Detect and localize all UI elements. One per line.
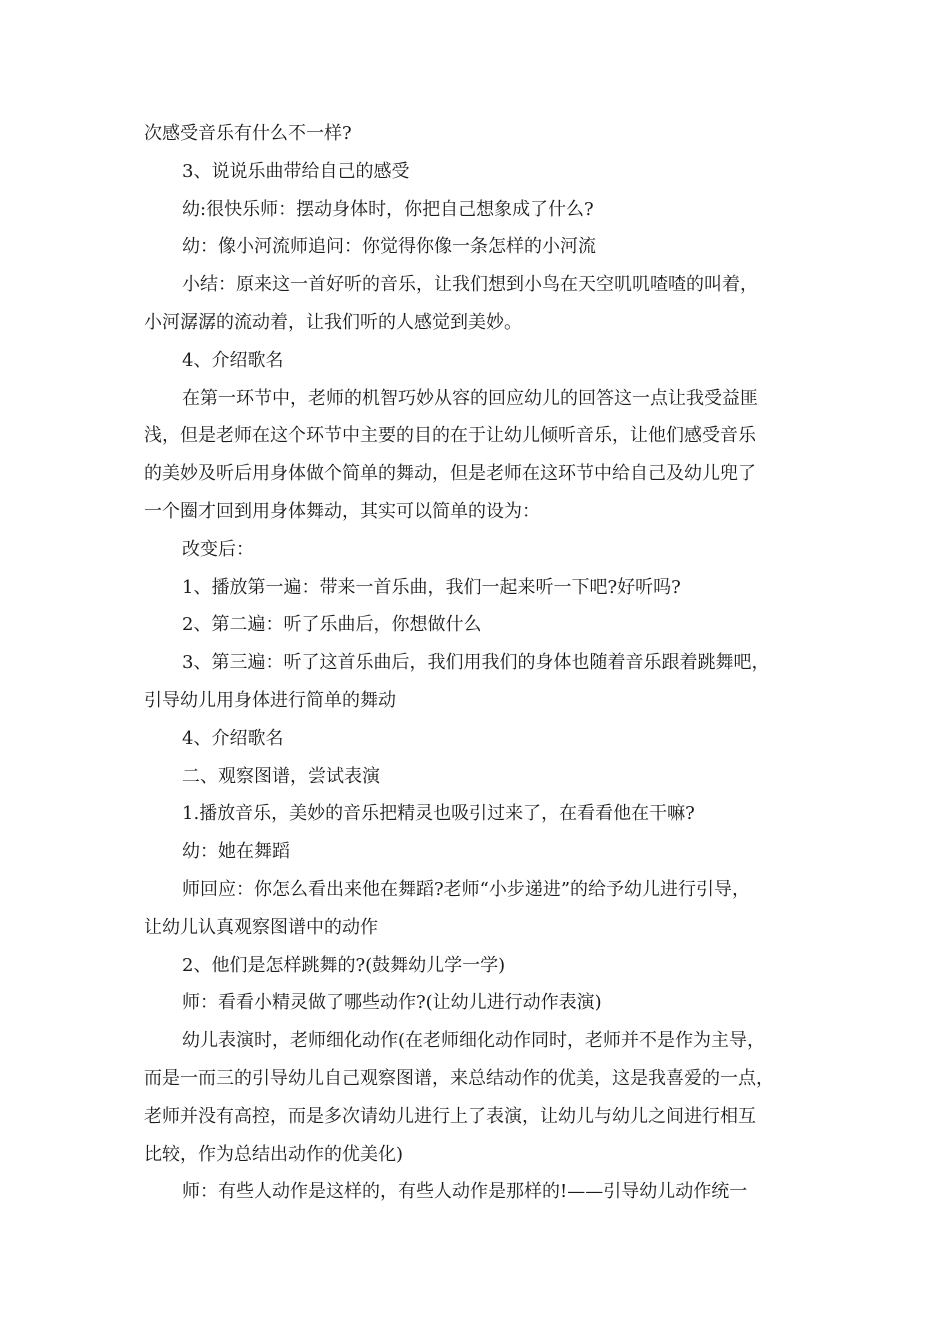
text-line: 幼儿表演时，老师细化动作(在老师细化动作同时，老师并不是作为主导， <box>182 1030 766 1052</box>
text-line: 小河潺潺的流动着，让我们听的人感觉到美妙。 <box>144 311 522 333</box>
text-line: 幼:很快乐师：摆动身体时，你把自己想象成了什么? <box>182 198 594 220</box>
text-line: 2、他们是怎样跳舞的?(鼓舞幼儿学一学) <box>182 954 506 976</box>
text-line: 小结：原来这一首好听的音乐，让我们想到小鸟在天空叽叽喳喳的叫着， <box>182 274 758 296</box>
document-body <box>144 115 814 1211</box>
text-line: 在第一环节中，老师的机智巧妙从容的回应幼儿的回答这一点让我受益匪 <box>182 387 758 409</box>
text-line: 引导幼儿用身体进行简单的舞动 <box>144 689 396 711</box>
text-line: 次感受音乐有什么不一样? <box>144 123 352 144</box>
text-line: 1、播放第一遍：带来一首乐曲，我们一起来听一下吧?好听吗? <box>182 576 681 598</box>
text-line: 二、观察图谱，尝试表演 <box>182 765 380 787</box>
text-line: 师：看看小精灵做了哪些动作?(让幼儿进行动作表演) <box>182 992 602 1014</box>
text-line: 师回应：你怎么看出来他在舞蹈?老师“小步递进”的给予幼儿进行引导， <box>182 878 751 900</box>
text-line: 师：有些人动作是这样的，有些人动作是那样的!——引导幼儿动作统一 <box>182 1181 748 1203</box>
text-line: 4、介绍歌名 <box>182 349 284 371</box>
text-line: 幼：她在舞蹈 <box>182 841 290 863</box>
text-line: 改变后： <box>182 538 254 560</box>
text-line: 4、介绍歌名 <box>182 727 284 749</box>
text-line: 一个圈才回到用身体舞动，其实可以简单的设为： <box>144 500 540 522</box>
text-line: 的美妙及听后用身体做个简单的舞动，但是老师在这环节中给自己及幼儿兜了 <box>144 463 756 485</box>
text-line: 2、第二遍：听了乐曲后，你想做什么 <box>182 614 482 636</box>
text-line: 3、说说乐曲带给自己的感受 <box>182 160 410 182</box>
text-line: 幼：像小河流师追问：你觉得你像一条怎样的小河流 <box>182 236 596 258</box>
text-line: 让幼儿认真观察图谱中的动作 <box>144 916 378 938</box>
text-line: 而是一而三的引导幼儿自己观察图谱，来总结动作的优美，这是我喜爱的一点， <box>144 1067 774 1089</box>
text-line: 浅，但是老师在这个环节中主要的目的在于让幼儿倾听音乐，让他们感受音乐 <box>144 425 756 447</box>
text-line: 1.播放音乐，美妙的音乐把精灵也吸引过来了，在看看他在干嘛? <box>182 803 695 825</box>
text-line: 比较，作为总结出动作的优美化) <box>144 1143 404 1165</box>
text-line: 老师并没有高控，而是多次请幼儿进行上了表演，让幼儿与幼儿之间进行相互 <box>144 1105 756 1127</box>
text-line: 3、第三遍：听了这首乐曲后，我们用我们的身体也随着音乐跟着跳舞吧， <box>182 652 770 674</box>
